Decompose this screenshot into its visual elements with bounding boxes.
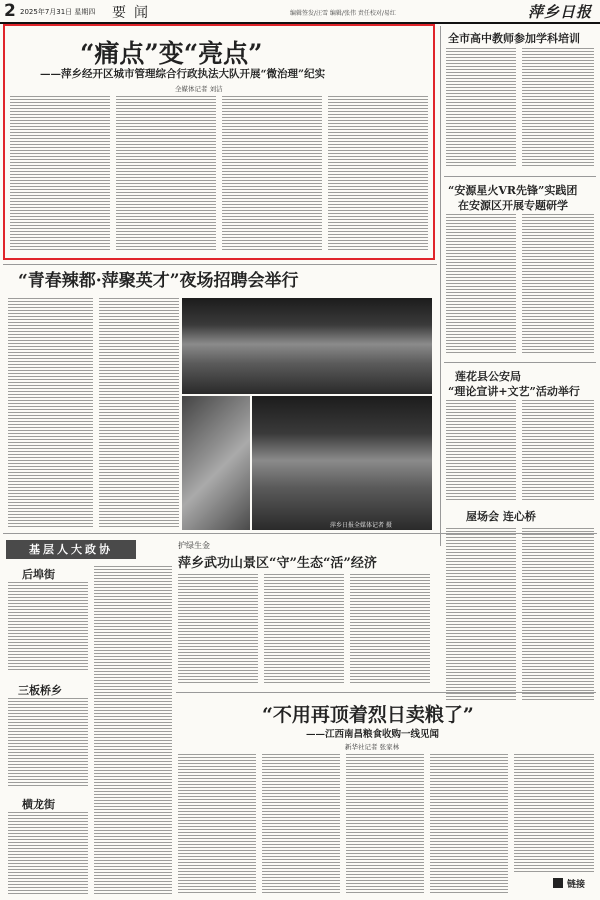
news-divider: [444, 362, 596, 363]
editor-credits: 编辑签发/汪雪 编辑/张伟 责任校对/易红: [290, 10, 396, 17]
job-fair-photo-main: [182, 298, 432, 394]
lead-article-column-4: [328, 96, 428, 252]
news-1-title[interactable]: 全市高中教师参加学科培训: [448, 32, 580, 45]
section-title: 要闻: [112, 5, 156, 21]
news-4-body-a: [446, 528, 516, 700]
photo-caption: 萍乡日报全媒体记者 摄: [330, 522, 392, 529]
article-4-body-a: [178, 754, 256, 894]
article-2-body-a: [8, 298, 93, 528]
news-4-body-b: [522, 528, 594, 700]
lead-article-column-3: [222, 96, 322, 252]
article-3-body-c: [350, 574, 430, 684]
job-fair-photo-left: [182, 396, 250, 530]
article-4-body-d: [430, 754, 508, 894]
news-1-body-b: [522, 48, 594, 168]
sidebar-item-1-body: [8, 582, 88, 672]
article-2-title[interactable]: “青春辣都·萍聚英才”夜场招聘会举行: [18, 271, 299, 291]
article-4-body-b: [262, 754, 340, 894]
sidebar-item-2-body: [8, 698, 88, 788]
article-2-body-b: [99, 298, 179, 528]
news-1-body-a: [446, 48, 516, 168]
sidebar-item-3[interactable]: 横龙街: [22, 798, 55, 811]
sidebar-body-continued: [94, 566, 172, 896]
news-3-title-line-2[interactable]: “理论宣讲+文艺”活动举行: [448, 385, 580, 398]
page-number: 2: [4, 1, 16, 21]
article-4-body-c: [346, 754, 424, 894]
news-3-body-a: [446, 400, 516, 500]
paper-logo: 萍乡日报: [528, 3, 593, 21]
news-2-title-line-1[interactable]: “安源星火VR先锋”实践团: [448, 184, 578, 197]
column-divider: [440, 26, 441, 546]
article-4-title[interactable]: “不用再顶着烈日卖粮了”: [262, 704, 474, 726]
sidebar-item-1[interactable]: 后埠街: [22, 568, 55, 581]
sidebar-banner: 基层人大政协: [6, 540, 136, 559]
news-4-title[interactable]: 屋场会 连心桥: [466, 510, 536, 523]
article-4-body-e: [514, 754, 594, 874]
article-3-body-b: [264, 574, 344, 684]
issue-date: 2025年7月31日 星期四: [20, 8, 96, 16]
news-3-title-line-1[interactable]: 莲花县公安局: [455, 370, 521, 383]
sidebar-item-2[interactable]: 三板桥乡: [18, 684, 62, 697]
article-3-title[interactable]: 萍乡武功山景区“守”生态“活”经济: [178, 556, 377, 571]
article-4-byline: 新华社记者 张家林: [345, 743, 400, 751]
job-fair-photo-right: [252, 396, 432, 530]
article-divider: [3, 264, 437, 265]
article-divider: [176, 692, 596, 693]
lead-article-column-1: [10, 96, 110, 252]
news-divider: [444, 176, 596, 177]
lead-article-title[interactable]: “痛点”变“亮点”: [80, 39, 263, 68]
lead-article-subtitle: ——萍乡经开区城市管理综合行政执法大队开展“微治理”纪实: [40, 68, 326, 80]
news-2-body-a: [446, 214, 516, 354]
link-marker-icon: [553, 878, 563, 888]
article-3-body-a: [178, 574, 258, 684]
link-label[interactable]: 链接: [567, 880, 586, 890]
news-3-body-b: [522, 400, 594, 500]
sidebar-item-3-body: [8, 812, 88, 896]
lead-article-column-2: [116, 96, 216, 252]
news-2-title-line-2[interactable]: 在安源区开展专题研学: [458, 199, 568, 212]
article-4-subtitle: ——江西南昌粮食收购一线见闻: [306, 729, 440, 740]
lead-article-byline: 全媒体记者 刘洁: [175, 85, 223, 93]
news-2-body-b: [522, 214, 594, 354]
article-3-label: 护绿生金: [178, 541, 210, 550]
